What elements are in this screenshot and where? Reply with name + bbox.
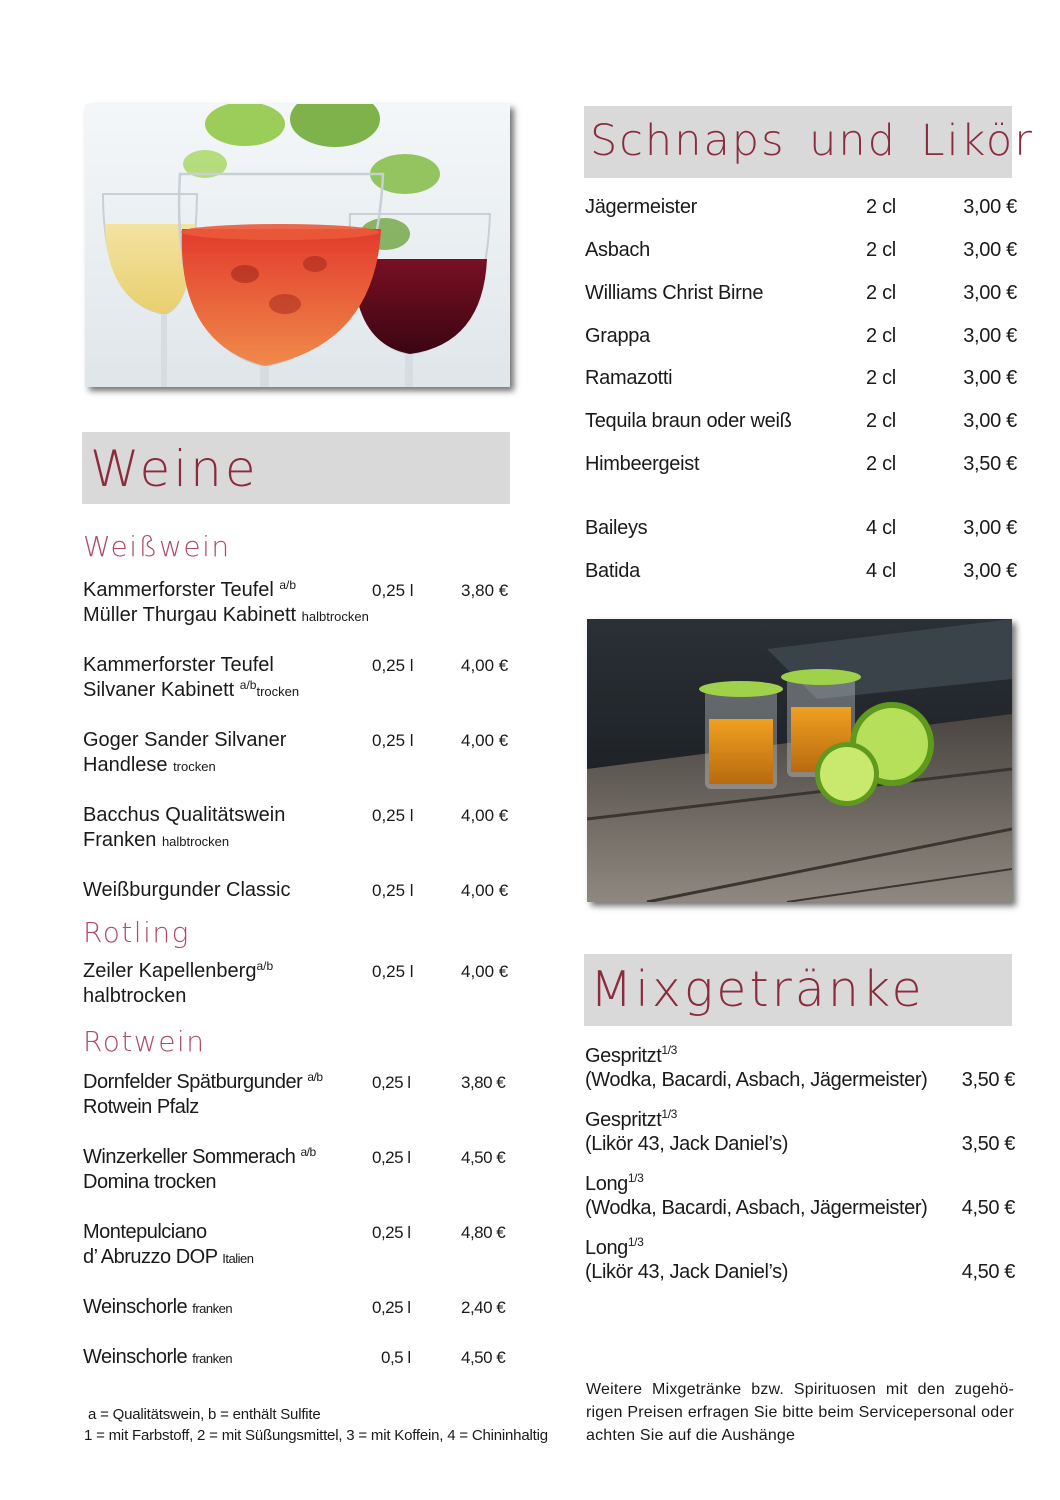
wine-marker: a/b (239, 678, 257, 692)
mix-detail: (Wodka, Bacardi, Asbach, Jägermeister) (585, 1069, 928, 1091)
wine-name-line2: Handlese (83, 754, 174, 776)
wine-name: Winzerkeller Sommerach (83, 1146, 301, 1168)
schnaps-price: 3,00 € (963, 410, 1017, 432)
schnaps-price: 3,00 € (963, 196, 1017, 218)
wine-name: Goger Sander Silvaner (83, 729, 287, 751)
wine-note: halbtrocken (161, 834, 230, 849)
wine-price: 4,80 € (461, 1223, 506, 1242)
wine-price: 4,00 € (461, 881, 509, 900)
service-note: Weitere Mixgetränke bzw. Spirituosen mit den zugehö-rigen Preisen erfragen Sie bitte beim Servicepersonal oder achten Sie auf die Aushänge (586, 1381, 1014, 1444)
wine-name-line2: Silvaner Kabinett (83, 679, 240, 701)
schnaps-volume: 2 cl (866, 453, 896, 475)
wine-name: Bacchus Qualitätswein (83, 804, 286, 826)
mix-marker: 1/3 (661, 1043, 677, 1057)
mix-item (585, 1044, 1015, 1092)
schnaps-name: Himbeergeist (585, 453, 700, 475)
wine-name: Montepulciano (83, 1221, 207, 1243)
wine-item (83, 728, 513, 779)
rotwein-heading: Rotwein (83, 1025, 206, 1058)
shot-glasses-photo (587, 619, 1012, 902)
mix-price: 3,50 € (961, 1069, 1015, 1091)
schnaps-item (585, 196, 1017, 226)
schnaps-volume: 2 cl (866, 325, 896, 347)
schnaps-price: 3,50 € (963, 453, 1017, 475)
schnaps-volume: 2 cl (866, 367, 896, 389)
schnaps-price: 3,00 € (963, 517, 1017, 539)
wine-name: Dornfelder Spätburgunder (83, 1071, 308, 1093)
schnaps-item (585, 367, 1017, 397)
mix-name: Long (585, 1237, 628, 1259)
schnaps-name: Tequila braun oder weiß (585, 410, 792, 432)
footnote-line-2: 1 = mit Farbstoff, 2 = mit Süßungsmittel, 3 = mit Koffein, 4 = Chininhaltig (84, 1427, 548, 1444)
mix-marker: 1/3 (661, 1107, 677, 1121)
schnaps-name: Ramazotti (585, 367, 673, 389)
mix-name: Long (585, 1173, 628, 1195)
wine-note: franken (192, 1301, 233, 1316)
wine-volume: 0,5 l (381, 1348, 411, 1367)
wine-note: Italien (222, 1251, 254, 1266)
mix-item (585, 1172, 1015, 1220)
schnaps-item (585, 282, 1017, 312)
wine-name: Weißburgunder Classic (83, 879, 291, 901)
wine-name-line2: Domina trocken (83, 1171, 217, 1193)
wine-name: Weinschorle (83, 1346, 193, 1368)
wine-item (83, 1070, 513, 1120)
wine-volume: 0,25 l (372, 806, 414, 825)
mix-marker: 1/3 (627, 1235, 644, 1249)
schnaps-item (585, 325, 1017, 355)
schnaps-item (585, 239, 1017, 269)
schnaps-volume: 2 cl (866, 410, 896, 432)
schnaps-item (585, 453, 1017, 483)
wine-note: trocken (173, 759, 216, 774)
weine-title: Weine (90, 440, 259, 498)
mix-item (585, 1108, 1015, 1156)
wine-price: 3,80 € (461, 581, 509, 600)
mix-price: 4,50 € (961, 1197, 1015, 1219)
mix-detail: (Likör 43, Jack Daniel’s) (585, 1133, 789, 1155)
wine-marker: a/b (279, 578, 297, 592)
wine-name-line2: Rotwein Pfalz (83, 1096, 199, 1118)
schnaps-name: Williams Christ Birne (585, 282, 764, 304)
wine-price: 4,50 € (461, 1348, 506, 1367)
schnaps-volume: 4 cl (866, 560, 896, 582)
wine-glasses-photo (85, 104, 510, 387)
wine-volume: 0,25 l (372, 1223, 411, 1242)
mix-marker: 1/3 (627, 1171, 644, 1185)
mix-name: Gespritzt (585, 1109, 662, 1131)
wine-item (83, 1345, 513, 1371)
wine-price: 4,00 € (461, 962, 509, 981)
mix-detail: (Likör 43, Jack Daniel’s) (585, 1261, 789, 1283)
schnaps-price: 3,00 € (963, 367, 1017, 389)
wine-note: halbtrocken (301, 609, 369, 624)
wine-volume: 0,25 l (372, 881, 414, 900)
wine-marker: a/b (256, 959, 274, 973)
schnaps-item (585, 410, 1017, 440)
mix-detail: (Wodka, Bacardi, Asbach, Jägermeister) (585, 1197, 928, 1219)
wine-volume: 0,25 l (372, 1298, 411, 1317)
schnaps-title: Schnaps und Likör (590, 116, 1034, 166)
wine-volume: 0,25 l (372, 962, 414, 981)
schnaps-price: 3,00 € (963, 560, 1017, 582)
wine-volume: 0,25 l (372, 731, 414, 750)
shot-glasses-illustration (587, 619, 1012, 902)
wine-volume: 0,25 l (372, 656, 414, 675)
wine-price: 4,00 € (461, 656, 509, 675)
wine-glasses-illustration (85, 104, 510, 387)
schnaps-name: Batida (585, 560, 640, 582)
wine-name: Kammerforster Teufel (83, 579, 280, 601)
wine-volume: 0,25 l (372, 1148, 411, 1167)
schnaps-item (585, 560, 1017, 590)
wine-item (83, 1220, 513, 1271)
wine-item (83, 578, 513, 629)
wine-volume: 0,25 l (372, 1073, 411, 1092)
schnaps-price: 3,00 € (963, 239, 1017, 261)
wine-name-line2: halbtrocken (83, 985, 187, 1007)
schnaps-price: 3,00 € (963, 325, 1017, 347)
mix-name: Gespritzt (585, 1045, 662, 1067)
schnaps-price: 3,00 € (963, 282, 1017, 304)
wine-item (83, 1295, 513, 1321)
wine-note: trocken (256, 684, 300, 699)
wine-marker: a/b (300, 1145, 316, 1159)
wine-note: franken (192, 1351, 233, 1366)
weisswein-heading: Weißwein (83, 530, 231, 563)
schnaps-volume: 2 cl (866, 196, 896, 218)
footnote-line-1: a = Qualitätswein, b = enthält Sulfite (88, 1406, 321, 1423)
mix-price: 4,50 € (961, 1261, 1015, 1283)
wine-name-line2: Müller Thurgau Kabinett (83, 604, 302, 626)
mix-title: Mixgetränke (590, 961, 925, 1018)
wine-name: Weinschorle (83, 1296, 193, 1318)
schnaps-name: Baileys (585, 517, 648, 539)
wine-item (83, 1145, 513, 1195)
schnaps-volume: 2 cl (866, 282, 896, 304)
schnaps-name: Grappa (585, 325, 650, 347)
wine-name-line2: d’ Abruzzo DOP (83, 1246, 223, 1268)
schnaps-volume: 4 cl (866, 517, 896, 539)
mix-item (585, 1236, 1015, 1284)
wine-volume: 0,25 l (372, 581, 414, 600)
wine-item (83, 803, 513, 854)
wine-price: 3,80 € (461, 1073, 506, 1092)
schnaps-name: Asbach (585, 239, 650, 261)
wine-price: 4,00 € (461, 731, 509, 750)
wine-item (83, 653, 513, 704)
schnaps-volume: 2 cl (866, 239, 896, 261)
wine-price: 2,40 € (461, 1298, 506, 1317)
wine-item (83, 878, 513, 903)
wine-price: 4,00 € (461, 806, 509, 825)
wine-marker: a/b (307, 1070, 323, 1084)
wine-price: 4,50 € (461, 1148, 506, 1167)
wine-name-line2: Franken (83, 829, 162, 851)
schnaps-item (585, 517, 1017, 547)
wine-name: Kammerforster Teufel (83, 654, 274, 676)
schnaps-name: Jägermeister (585, 196, 697, 218)
mix-price: 3,50 € (961, 1133, 1015, 1155)
wine-name: Zeiler Kapellenberg (83, 960, 257, 982)
wine-item (83, 959, 513, 1009)
rotling-heading: Rotling (83, 916, 190, 949)
